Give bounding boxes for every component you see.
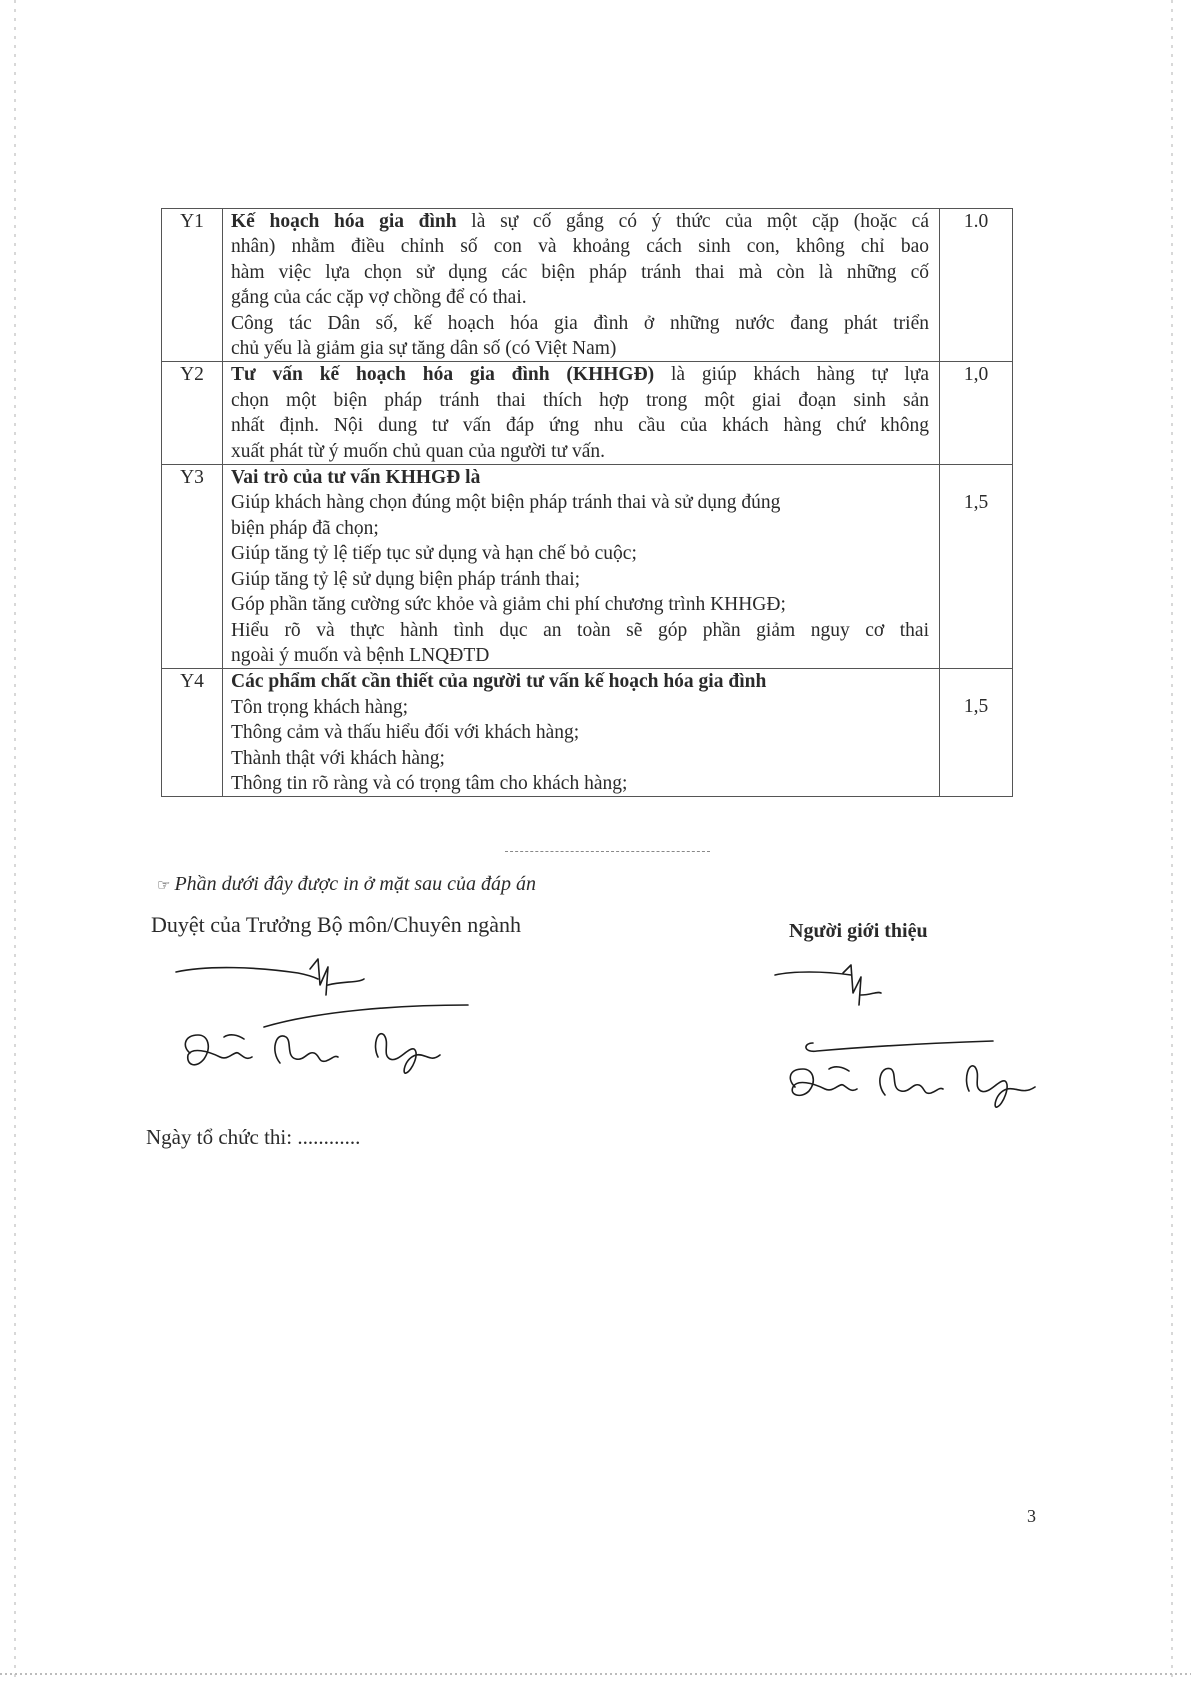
- answer-text: Thông cảm và thấu hiểu đối với khách hàng;: [231, 722, 580, 744]
- question-code: Y4: [162, 669, 223, 797]
- score-value: 1,5: [940, 669, 1013, 797]
- answer-line: [231, 746, 929, 771]
- answer-line: [231, 388, 929, 413]
- score-value: 1,5: [940, 465, 1013, 669]
- introducer-label: Người giới thiệu: [789, 920, 928, 942]
- answer-text: hàm việc lựa chọn sử dụng các biện pháp tránh thai mà còn là những cố: [231, 261, 929, 283]
- answer-line: [231, 362, 929, 387]
- answer-text: gắng của các cặp vợ chồng để có thai.: [231, 287, 527, 309]
- answer-text: Giúp tăng tỷ lệ sử dụng biện pháp tránh thai;: [231, 568, 581, 590]
- table-row: [162, 669, 1013, 797]
- page-number: 3: [1027, 1506, 1036, 1526]
- answer-content: [223, 465, 940, 669]
- question-code: Y1: [162, 209, 223, 362]
- answer-text: chọn một biện pháp tránh thai thích hợp trong một giai đoạn sinh sản: [231, 389, 929, 411]
- back-side-note-text: Phần dưới đây được in ở mặt sau của đáp án: [174, 873, 537, 895]
- answer-line: [231, 439, 929, 464]
- answer-line: [231, 567, 929, 592]
- scan-edge-left: [14, 0, 16, 1683]
- signature-right: [773, 965, 1053, 1120]
- back-side-note: [157, 873, 536, 896]
- answer-line: [231, 643, 929, 668]
- answer-text: chủ yếu là giảm gia sự tăng dân số (có Việt Nam): [231, 338, 617, 360]
- answer-text: biện pháp đã chọn;: [231, 517, 379, 539]
- answer-line: [231, 285, 929, 310]
- answer-content: [223, 209, 940, 362]
- answer-line: [231, 311, 929, 336]
- answer-line: [231, 618, 929, 643]
- answer-text: nhân) nhằm điều chỉnh số con và khoảng cách sinh con, không chỉ bao: [231, 236, 929, 258]
- answer-text: ngoài ý muốn và bệnh LNQĐTD: [231, 644, 490, 666]
- signature-left: [168, 955, 478, 1095]
- answer-heading-text: Các phẩm chất cần thiết của người tư vấn kế hoạch hóa gia đình: [231, 671, 767, 693]
- answer-line: [231, 234, 929, 259]
- approver-label: Duyệt của Trưởng Bộ môn/Chuyên ngành: [151, 912, 522, 937]
- answer-line: [231, 541, 929, 566]
- answer-heading-text: Vai trò của tư vấn KHHGĐ là: [231, 467, 481, 489]
- table-row: [162, 209, 1013, 362]
- answer-line: [231, 720, 929, 745]
- answer-line: [231, 465, 929, 490]
- dashed-separator: [505, 851, 710, 852]
- answer-text: Giúp tăng tỷ lệ tiếp tục sử dụng và hạn chế bỏ cuộc;: [231, 543, 637, 565]
- answer-table-body: [162, 209, 1013, 797]
- answer-line: [231, 209, 929, 234]
- answer-line: [231, 260, 929, 285]
- scan-edge-right: [1171, 0, 1173, 1683]
- answer-text: Thành thật với khách hàng;: [231, 747, 445, 769]
- answer-heading-text: Tư vấn kế hoạch hóa gia đình (KHHGĐ): [231, 364, 655, 386]
- answer-text: Tôn trọng khách hàng;: [231, 696, 409, 718]
- answer-text: Thông tin rõ ràng và có trọng tâm cho khách hàng;: [231, 772, 628, 794]
- answer-heading-text: Kế hoạch hóa gia đình: [231, 211, 457, 232]
- pointing-hand-icon: ☞: [157, 878, 171, 894]
- score-value: 1.0: [940, 209, 1013, 362]
- question-code: Y2: [162, 362, 223, 465]
- answer-line: [231, 516, 929, 541]
- table-row: [162, 362, 1013, 465]
- answer-text: Giúp khách hàng chọn đúng một biện pháp tránh thai và sử dụng đúng: [231, 492, 781, 514]
- answer-line: [231, 771, 929, 796]
- answer-line: [231, 413, 929, 438]
- exam-date-label: Ngày tổ chức thi: ............: [146, 1125, 361, 1149]
- answer-text: là sự cố gắng có ý thức của một cặp (hoặc cá: [456, 211, 929, 232]
- answer-text: là giúp khách hàng tự lựa: [654, 364, 929, 386]
- scan-edge-bottom: [0, 1673, 1191, 1675]
- question-code: Y3: [162, 465, 223, 669]
- answer-text: nhất định. Nội dung tư vấn đáp ứng nhu cầu của khách hàng chứ không: [231, 415, 929, 437]
- answer-content: [223, 362, 940, 465]
- score-value: 1,0: [940, 362, 1013, 465]
- answer-text: Góp phần tăng cường sức khỏe và giảm chi phí chương trình KHHGĐ;: [231, 594, 786, 616]
- answer-table: [161, 208, 1013, 797]
- answer-line: [231, 695, 929, 720]
- answer-content: [223, 669, 940, 797]
- answer-line: [231, 490, 929, 515]
- answer-line: [231, 592, 929, 617]
- answer-text: xuất phát từ ý muốn chủ quan của người tư vấn.: [231, 440, 605, 462]
- answer-text: Hiểu rõ và thực hành tình dục an toàn sẽ góp phần giảm nguy cơ thai: [231, 619, 929, 641]
- answer-text: Công tác Dân số, kế hoạch hóa gia đình ở những nước đang phát triển: [231, 312, 929, 334]
- answer-line: [231, 336, 929, 361]
- table-row: [162, 465, 1013, 669]
- answer-line: [231, 669, 929, 694]
